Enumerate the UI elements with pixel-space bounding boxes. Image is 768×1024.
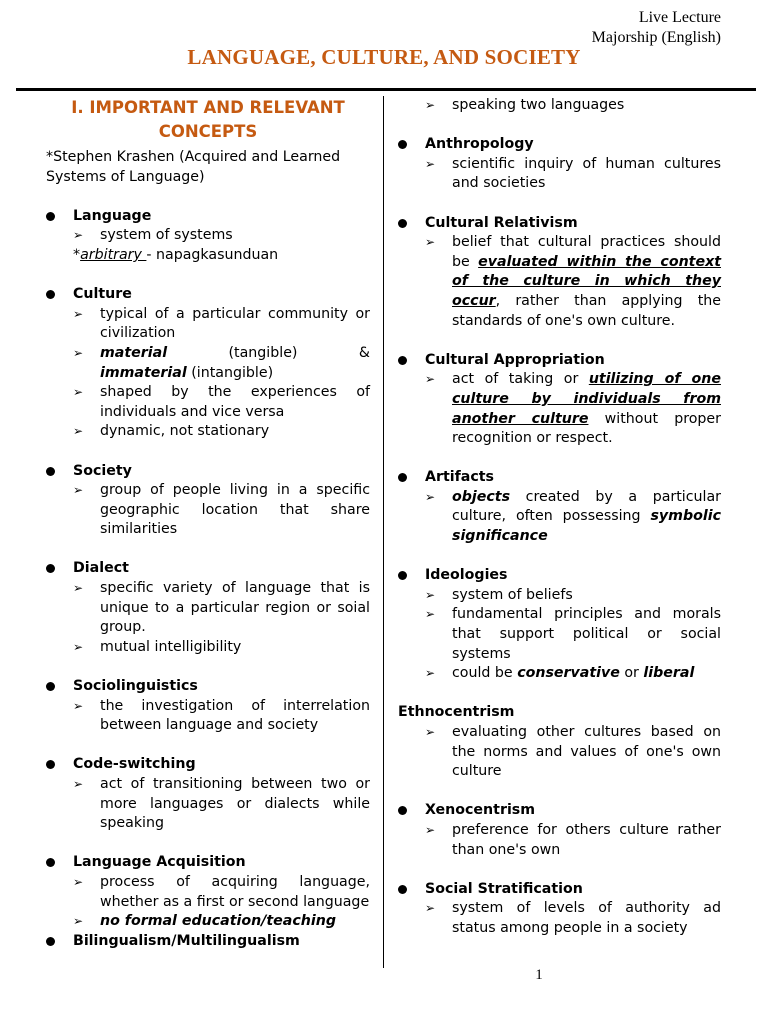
header-line-majorship: Majorship (English) bbox=[591, 29, 721, 46]
arrow-bullet-icon: ➢ bbox=[425, 607, 436, 622]
note-arbitrary: *arbitrary - napagkasunduan bbox=[73, 246, 279, 263]
bullet-icon bbox=[46, 564, 55, 573]
list-item: ➢ preference for others culture rather than one's own bbox=[425, 821, 721, 858]
term-cultural-appropriation: Cultural Appropriation bbox=[398, 351, 721, 371]
arrow-bullet-icon: ➢ bbox=[73, 874, 84, 889]
right-column bbox=[398, 96, 721, 939]
term-society: Society bbox=[46, 462, 370, 482]
list-item: ➢ scientific inquiry of human cultures and societies bbox=[425, 155, 721, 192]
arrow-bullet-icon: ➢ bbox=[73, 385, 84, 400]
list-item: ➢ system of levels of authority ad status among people in a society bbox=[425, 900, 721, 936]
bullet-icon bbox=[398, 885, 407, 894]
page-number: 1 bbox=[535, 967, 543, 983]
arrow-bullet-icon: ➢ bbox=[425, 822, 436, 837]
arrow-bullet-icon: ➢ bbox=[425, 489, 436, 504]
bullet-icon bbox=[46, 937, 55, 946]
document-title: LANGUAGE, CULTURE, AND SOCIETY bbox=[187, 45, 581, 69]
term-social-stratification: Social Stratification bbox=[398, 880, 721, 900]
arrow-bullet-icon: ➢ bbox=[425, 901, 436, 916]
bullet-icon bbox=[398, 806, 407, 815]
arrow-bullet-icon: ➢ bbox=[73, 914, 84, 929]
list-item: ➢ dynamic, not stationary bbox=[46, 422, 370, 442]
term-ideologies: Ideologies bbox=[398, 566, 721, 586]
term-xenocentrism: Xenocentrism bbox=[398, 801, 721, 821]
section-title: I. IMPORTANT AND RELEVANT CONCEPTS bbox=[71, 98, 345, 141]
list-item: ➢ fundamental principles and morals that support political or social systems bbox=[425, 606, 721, 662]
arrow-bullet-icon: ➢ bbox=[425, 98, 436, 112]
term-artifacts: Artifacts bbox=[398, 468, 721, 488]
list-item: ➢ speaking two languages bbox=[398, 96, 721, 116]
left-column bbox=[46, 96, 370, 951]
bullet-icon bbox=[398, 356, 407, 365]
term-code-switching: Code-switching bbox=[46, 755, 370, 775]
term-bilingualism: Bilingualism/Multilingualism bbox=[46, 932, 370, 952]
bullet-icon bbox=[46, 290, 55, 299]
list-item: ➢ objects created by a particular culture, often possessing symbolic significance bbox=[425, 488, 721, 545]
arrow-bullet-icon: ➢ bbox=[73, 777, 84, 791]
term-sociolinguistics: Sociolinguistics bbox=[46, 677, 370, 697]
list-item: ➢ group of people living in a specific geographic location that share similarities bbox=[73, 482, 370, 538]
bullet-icon bbox=[46, 682, 55, 691]
arrow-bullet-icon: ➢ bbox=[425, 372, 436, 387]
column-divider bbox=[383, 96, 384, 968]
arrow-bullet-icon: ➢ bbox=[73, 345, 84, 360]
arrow-bullet-icon: ➢ bbox=[73, 581, 84, 596]
list-item: ➢ material (tangible) & immaterial (intangible) bbox=[73, 344, 370, 381]
arrow-bullet-icon: ➢ bbox=[73, 639, 84, 654]
arrow-bullet-icon: ➢ bbox=[425, 156, 436, 171]
bullet-icon bbox=[46, 760, 55, 769]
bullet-icon bbox=[46, 467, 55, 476]
bullet-icon bbox=[398, 571, 407, 580]
header-meta bbox=[592, 8, 721, 48]
arrow-bullet-icon: ➢ bbox=[73, 228, 84, 243]
arrow-bullet-icon: ➢ bbox=[73, 698, 84, 713]
arrow-bullet-icon: ➢ bbox=[425, 235, 436, 250]
list-item: ➢ process of acquiring language, whether as a first or second language bbox=[73, 873, 370, 910]
header-line-live-lecture: Live Lecture bbox=[638, 9, 721, 26]
bullet-icon bbox=[398, 219, 407, 228]
term-ethnocentrism: Ethnocentrism bbox=[398, 704, 515, 721]
list-item: ➢ shaped by the experiences of individuals and vice versa bbox=[73, 384, 370, 420]
arrow-bullet-icon: ➢ bbox=[73, 424, 84, 439]
bullet-icon bbox=[46, 858, 55, 867]
list-item: ➢ the investigation of interrelation between language and society bbox=[73, 697, 370, 734]
term-language-acquisition: Language Acquisition bbox=[46, 853, 370, 873]
list-item: ➢ mutual intelligibility bbox=[46, 638, 370, 658]
term-cultural-relativism: Cultural Relativism bbox=[398, 214, 721, 234]
list-item: ➢ evaluating other cultures based on the norms and values of one's own culture bbox=[425, 724, 721, 780]
list-item: ➢ system of beliefs bbox=[398, 586, 721, 606]
intro-text: *Stephen Krashen (Acquired and Learned Systems of Language) bbox=[46, 149, 341, 185]
bullet-icon bbox=[46, 212, 55, 221]
list-item: ➢ no formal education/teaching bbox=[46, 912, 370, 932]
header-rule bbox=[16, 88, 756, 91]
list-item: ➢ specific variety of language that is unique to a particular region or soial group. bbox=[73, 580, 370, 636]
arrow-bullet-icon: ➢ bbox=[73, 483, 84, 498]
arrow-bullet-icon: ➢ bbox=[425, 587, 436, 602]
list-item: ➢ act of taking or utilizing of one culture by individuals from another culture without proper recognition or respect. bbox=[425, 371, 721, 447]
list-item: ➢ act of transitioning between two or more languages or dialects while speaking bbox=[73, 776, 370, 832]
arrow-bullet-icon: ➢ bbox=[425, 666, 436, 681]
arrow-bullet-icon: ➢ bbox=[425, 725, 436, 739]
term-culture: Culture bbox=[46, 285, 370, 305]
bullet-icon bbox=[398, 473, 407, 482]
term-dialect: Dialect bbox=[46, 559, 370, 579]
list-item: ➢ belief that cultural practices should be evaluated within the context of the culture in which they occur, rather than applying the standards of one's own culture. bbox=[425, 234, 722, 329]
list-item: ➢ typical of a particular community or civilization bbox=[73, 305, 370, 342]
arrow-bullet-icon: ➢ bbox=[73, 306, 84, 321]
term-language: Language bbox=[46, 207, 370, 227]
bullet-icon bbox=[398, 140, 407, 149]
list-item: ➢ could be conservative or liberal bbox=[398, 664, 721, 684]
term-anthropology: Anthropology bbox=[398, 135, 721, 155]
list-item: ➢ system of systems bbox=[46, 226, 370, 246]
